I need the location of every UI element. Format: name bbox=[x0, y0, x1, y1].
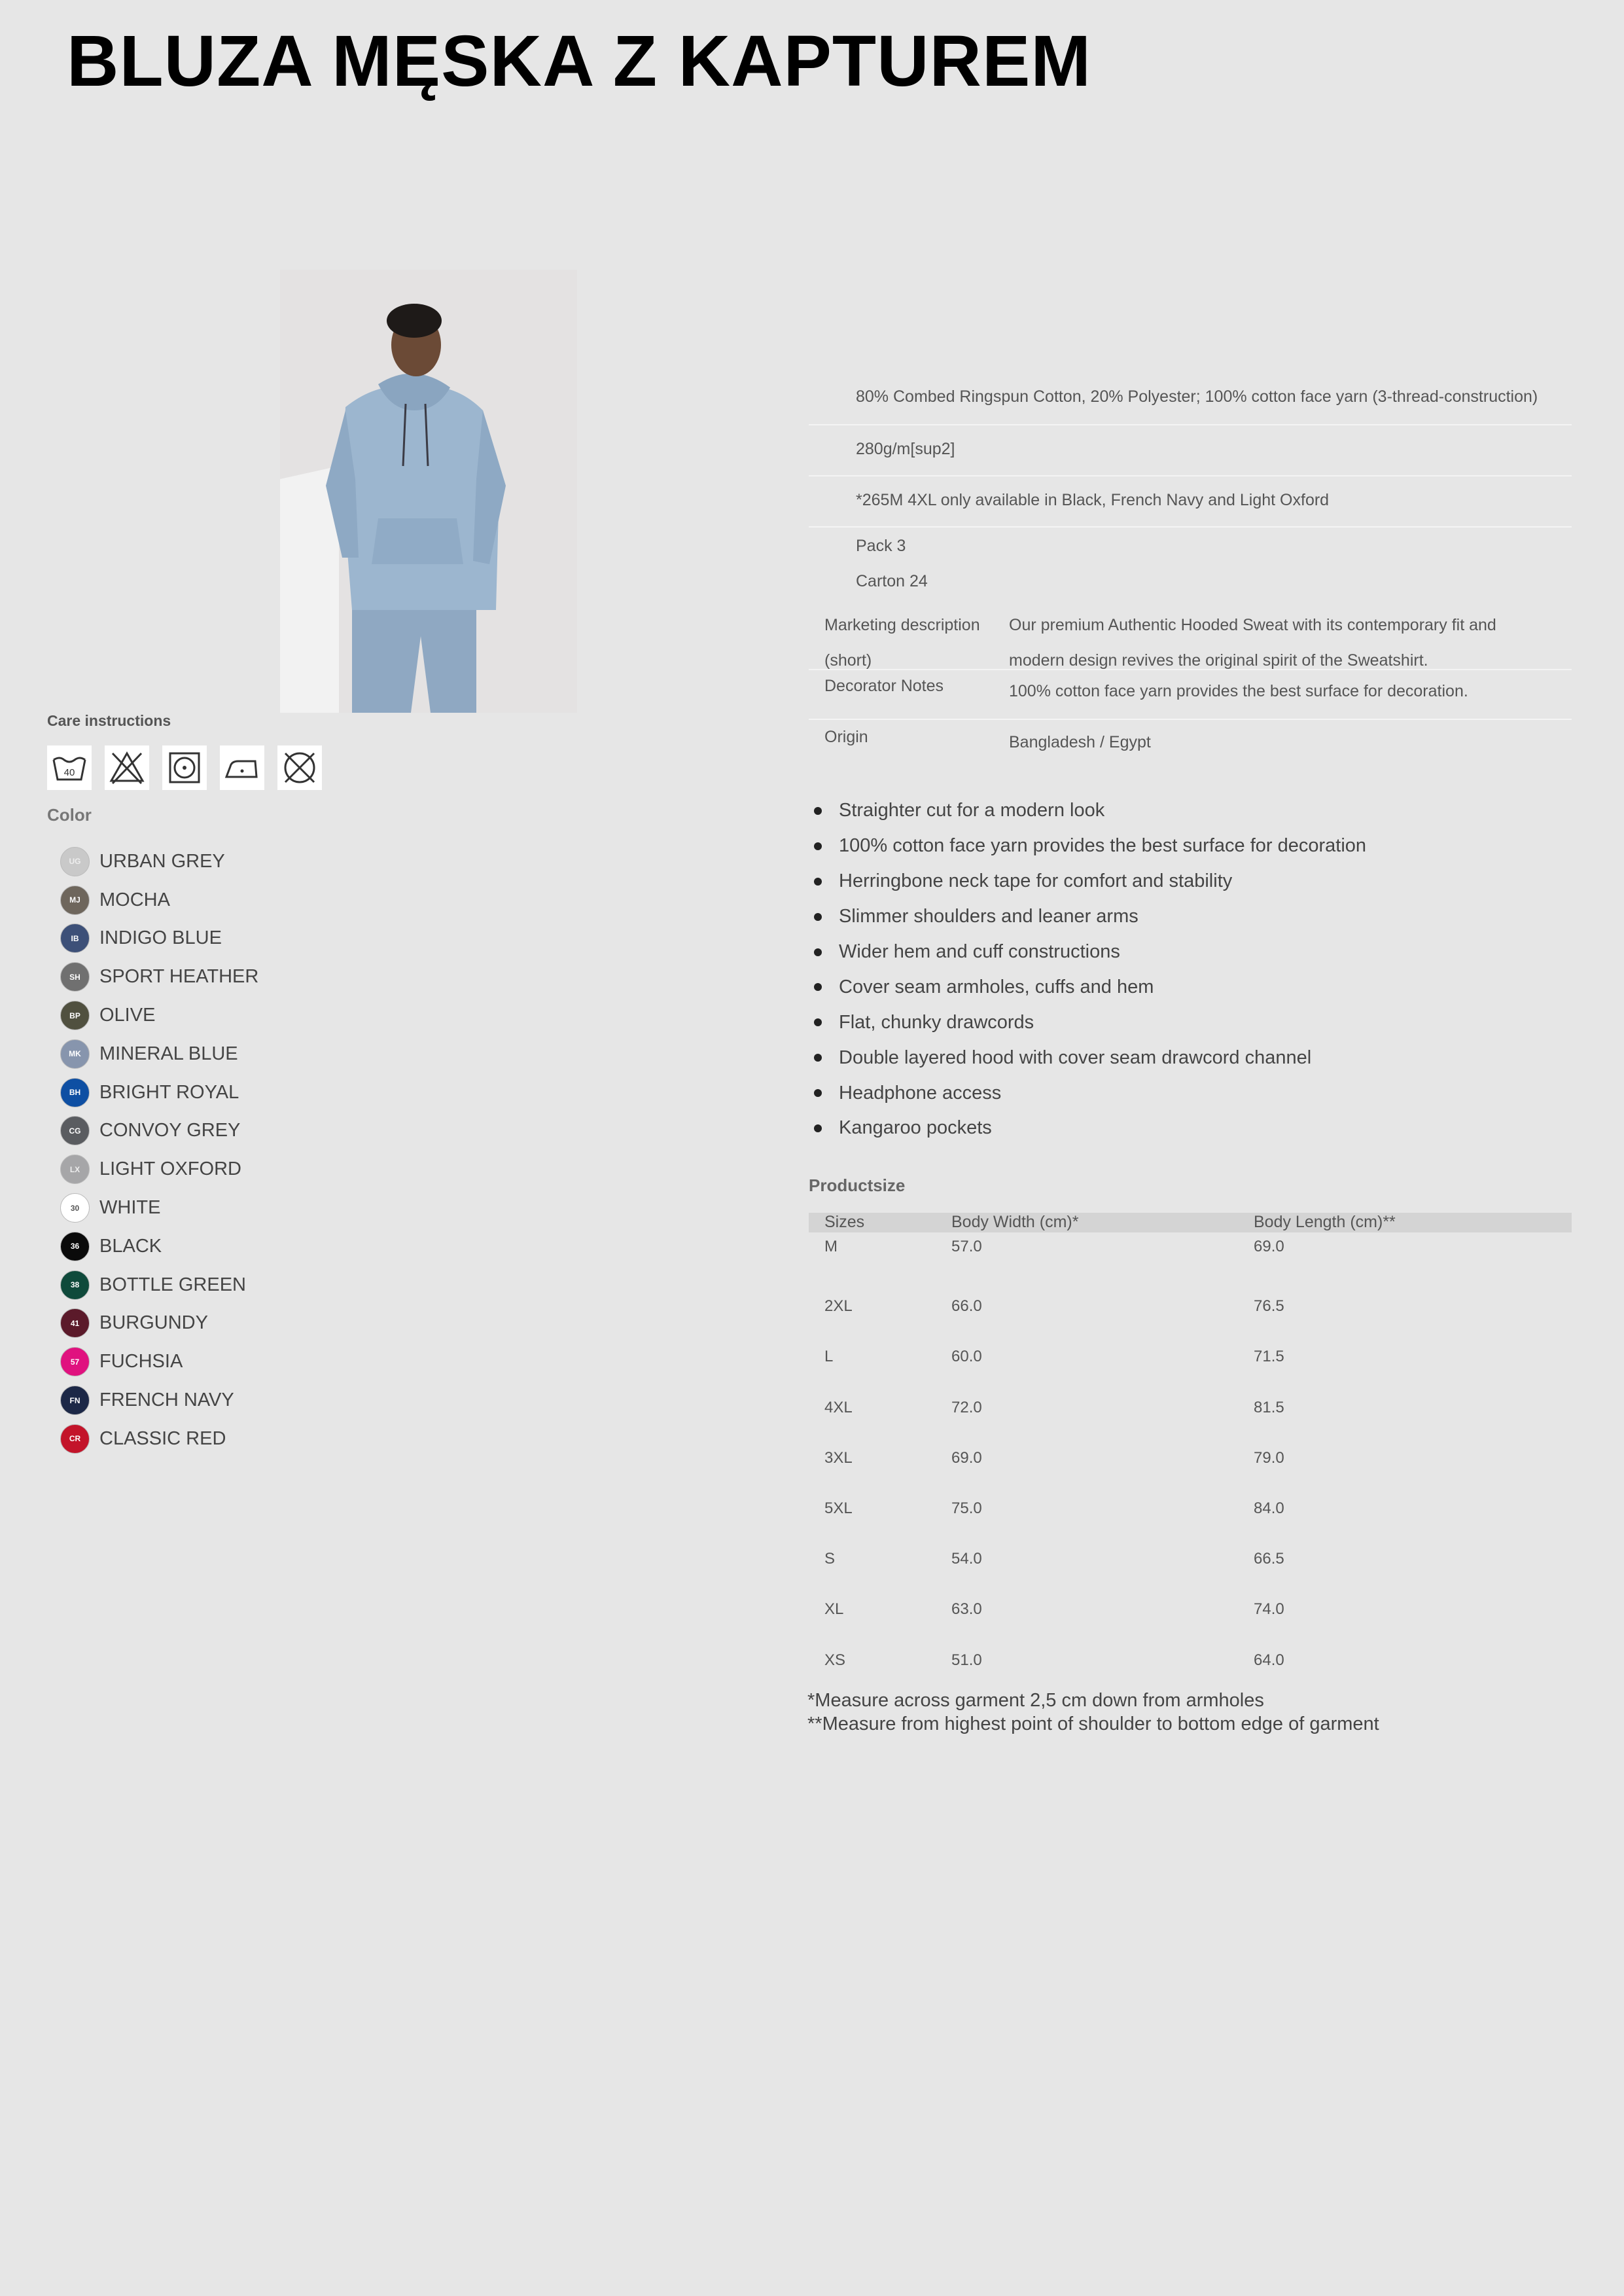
header-body-width: Body Width (cm)* bbox=[951, 1213, 1079, 1231]
color-name: MINERAL BLUE bbox=[99, 1043, 238, 1064]
feature-item: Wider hem and cuff constructions bbox=[809, 935, 1366, 970]
color-name: LIGHT OXFORD bbox=[99, 1158, 241, 1180]
size-cell: XL bbox=[824, 1600, 844, 1619]
color-swatch: FN bbox=[60, 1386, 90, 1415]
decorator-notes-row bbox=[809, 669, 1572, 720]
marketing-label: Marketing description (short) bbox=[824, 616, 980, 670]
table-row bbox=[809, 1232, 1572, 1283]
color-item bbox=[60, 1420, 258, 1458]
color-item bbox=[60, 958, 258, 996]
feature-item: Double layered hood with cover seam drawcord channel bbox=[809, 1040, 1366, 1075]
length-cell: 74.0 bbox=[1254, 1600, 1284, 1619]
color-swatch: SH bbox=[60, 962, 90, 992]
color-name: INDIGO BLUE bbox=[99, 927, 222, 949]
color-item bbox=[60, 1035, 258, 1073]
size-cell: 4XL bbox=[824, 1398, 853, 1416]
color-item bbox=[60, 1073, 258, 1112]
width-cell: 51.0 bbox=[951, 1651, 982, 1669]
color-swatch: BP bbox=[60, 1001, 90, 1030]
color-list bbox=[60, 842, 258, 1458]
iron-low-icon bbox=[220, 745, 264, 790]
do-not-dry-clean-icon bbox=[277, 745, 322, 790]
color-name: FRENCH NAVY bbox=[99, 1390, 234, 1411]
spec-pack: Pack 3 bbox=[856, 537, 906, 555]
width-cell: 54.0 bbox=[951, 1550, 982, 1568]
feature-list bbox=[809, 793, 1366, 1146]
width-cell: 72.0 bbox=[951, 1398, 982, 1416]
color-item bbox=[60, 1381, 258, 1420]
feature-item: Straighter cut for a modern look bbox=[809, 793, 1366, 829]
table-row bbox=[809, 1586, 1572, 1636]
size-notes bbox=[807, 1689, 1379, 1736]
color-swatch: CR bbox=[60, 1424, 90, 1454]
color-item bbox=[60, 1304, 258, 1343]
size-note-length: **Measure from highest point of shoulder to bottom edge of garment bbox=[807, 1713, 1379, 1734]
spec-fabric-row bbox=[809, 373, 1572, 425]
origin-label: Origin bbox=[824, 728, 868, 746]
decorator-text: 100% cotton face yarn provides the best surface for decoration. bbox=[1009, 682, 1468, 700]
color-swatch: BH bbox=[60, 1078, 90, 1107]
spec-weight-row bbox=[809, 425, 1572, 476]
size-cell: 3XL bbox=[824, 1448, 853, 1467]
color-name: URBAN GREY bbox=[99, 850, 225, 872]
color-name: BLACK bbox=[99, 1235, 162, 1257]
wash-temp-label: 40 bbox=[63, 767, 75, 778]
color-item bbox=[60, 996, 258, 1035]
size-cell: L bbox=[824, 1348, 834, 1366]
wash-40-icon bbox=[47, 745, 92, 790]
color-swatch: CG bbox=[60, 1116, 90, 1145]
spec-table bbox=[809, 373, 1572, 670]
length-cell: 64.0 bbox=[1254, 1651, 1284, 1669]
feature-item: Flat, chunky drawcords bbox=[809, 1005, 1366, 1040]
length-cell: 69.0 bbox=[1254, 1238, 1284, 1255]
length-cell: 71.5 bbox=[1254, 1348, 1284, 1366]
size-cell: 2XL bbox=[824, 1297, 853, 1316]
color-swatch: 38 bbox=[60, 1270, 90, 1300]
care-icons bbox=[47, 745, 322, 790]
feature-item: Kangaroo pockets bbox=[809, 1111, 1366, 1146]
color-name: WHITE bbox=[99, 1197, 161, 1219]
size-note-width: *Measure across garment 2,5 cm down from armholes bbox=[807, 1690, 1264, 1711]
feature-item: Headphone access bbox=[809, 1075, 1366, 1111]
color-swatch: 57 bbox=[60, 1347, 90, 1376]
do-not-bleach-icon bbox=[105, 745, 149, 790]
productsize-heading: Productsize bbox=[809, 1175, 906, 1195]
hoodie-model-image bbox=[280, 270, 577, 713]
width-cell: 66.0 bbox=[951, 1297, 982, 1316]
page-title: BLUZA MĘSKA Z KAPTUREM bbox=[67, 21, 1091, 101]
width-cell: 63.0 bbox=[951, 1600, 982, 1619]
spec-availability: *265M 4XL only available in Black, French Navy and Light Oxford bbox=[856, 491, 1330, 509]
color-swatch: IB bbox=[60, 924, 90, 953]
origin-row bbox=[809, 719, 1572, 767]
table-row bbox=[809, 1384, 1572, 1435]
length-cell: 79.0 bbox=[1254, 1448, 1284, 1467]
table-row bbox=[809, 1283, 1572, 1333]
care-instructions-heading: Care instructions bbox=[47, 712, 171, 729]
decorator-label: Decorator Notes bbox=[824, 677, 944, 695]
size-cell: XS bbox=[824, 1651, 846, 1669]
color-name: BOTTLE GREEN bbox=[99, 1274, 246, 1295]
color-swatch: 41 bbox=[60, 1308, 90, 1338]
color-name: BURGUNDY bbox=[99, 1312, 208, 1334]
color-name: SPORT HEATHER bbox=[99, 966, 259, 988]
marketing-text: Our premium Authentic Hooded Sweat with its contemporary fit and modern design revives the original spirit of the Sweatshirt. bbox=[1009, 616, 1496, 670]
spec-weight: 280g/m[sup2] bbox=[856, 440, 955, 458]
color-swatch: 36 bbox=[60, 1232, 90, 1261]
color-item bbox=[60, 920, 258, 958]
length-cell: 81.5 bbox=[1254, 1398, 1284, 1416]
color-swatch: LX bbox=[60, 1155, 90, 1184]
color-item bbox=[60, 1266, 258, 1304]
color-swatch: MJ bbox=[60, 886, 90, 915]
length-cell: 66.5 bbox=[1254, 1550, 1284, 1568]
size-cell: 5XL bbox=[824, 1499, 853, 1517]
feature-item: Slimmer shoulders and leaner arms bbox=[809, 899, 1366, 935]
color-name: BRIGHT ROYAL bbox=[99, 1081, 239, 1103]
color-item bbox=[60, 1189, 258, 1227]
width-cell: 57.0 bbox=[951, 1238, 982, 1255]
header-body-length: Body Length (cm)** bbox=[1254, 1213, 1396, 1231]
table-row bbox=[809, 1485, 1572, 1535]
spec-packaging-row bbox=[809, 528, 1572, 670]
width-cell: 75.0 bbox=[951, 1499, 982, 1517]
feature-item: 100% cotton face yarn provides the best surface for decoration bbox=[809, 829, 1366, 864]
feature-item: Cover seam armholes, cuffs and hem bbox=[809, 969, 1366, 1005]
spec-fabric: 80% Combed Ringspun Cotton, 20% Polyester; 100% cotton face yarn (3-thread-construction) bbox=[856, 387, 1538, 406]
color-name: CONVOY GREY bbox=[99, 1120, 241, 1141]
table-row bbox=[809, 1535, 1572, 1586]
table-row bbox=[809, 1435, 1572, 1485]
size-table-header bbox=[809, 1213, 1572, 1232]
length-cell: 76.5 bbox=[1254, 1297, 1284, 1316]
color-swatch: MK bbox=[60, 1039, 90, 1069]
width-cell: 60.0 bbox=[951, 1348, 982, 1366]
size-table bbox=[809, 1213, 1572, 1687]
color-swatch: 30 bbox=[60, 1193, 90, 1223]
color-heading: Color bbox=[47, 805, 92, 825]
length-cell: 84.0 bbox=[1254, 1499, 1284, 1517]
size-cell: M bbox=[824, 1238, 838, 1255]
color-item bbox=[60, 1342, 258, 1381]
color-swatch: UG bbox=[60, 847, 90, 876]
color-item bbox=[60, 842, 258, 881]
color-item bbox=[60, 881, 258, 920]
color-item bbox=[60, 1112, 258, 1151]
table-row bbox=[809, 1333, 1572, 1384]
table-row bbox=[809, 1637, 1572, 1687]
width-cell: 69.0 bbox=[951, 1448, 982, 1467]
spec-carton: Carton 24 bbox=[856, 572, 928, 590]
color-item bbox=[60, 1150, 258, 1189]
color-item bbox=[60, 1227, 258, 1266]
feature-item: Herringbone neck tape for comfort and stability bbox=[809, 864, 1366, 899]
color-name: CLASSIC RED bbox=[99, 1427, 226, 1449]
product-photo bbox=[280, 270, 577, 713]
size-cell: S bbox=[824, 1550, 836, 1568]
color-name: MOCHA bbox=[99, 889, 170, 910]
tumble-dry-icon bbox=[162, 745, 207, 790]
color-name: FUCHSIA bbox=[99, 1351, 183, 1372]
origin-text: Bangladesh / Egypt bbox=[1009, 733, 1151, 751]
header-sizes: Sizes bbox=[824, 1213, 865, 1231]
color-name: OLIVE bbox=[99, 1005, 156, 1026]
spec-availability-row bbox=[809, 476, 1572, 528]
